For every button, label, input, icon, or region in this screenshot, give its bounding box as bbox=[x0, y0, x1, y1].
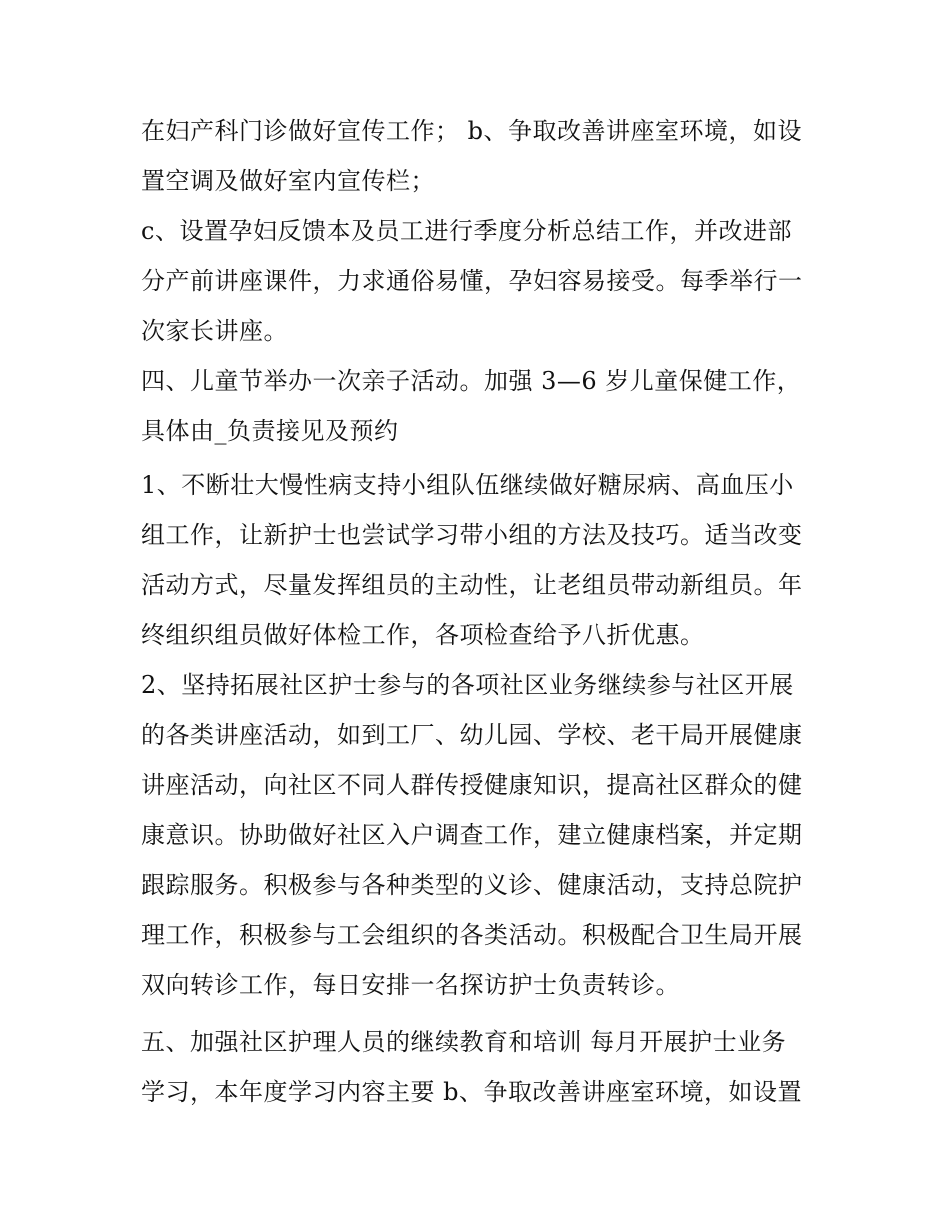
text-line: 讲座活动，向社区不同人群传授健康知识，提高社区群众的健 bbox=[141, 771, 803, 799]
text-line: 置空调及做好室内宣传栏； bbox=[141, 167, 435, 195]
text-line: 五、加强社区护理人员的继续教育和培训 每月开展护士业务 bbox=[141, 1028, 787, 1056]
text-line: 康意识。协助做好社区入户调查工作，建立健康档案，并定期 bbox=[141, 821, 803, 849]
text-line: 终组织组员做好体检工作，各项检查给予八折优惠。 bbox=[141, 621, 705, 649]
text-line: 组工作，让新护士也尝试学习带小组的方法及技巧。适当改变 bbox=[141, 521, 803, 549]
text-line: 双向转诊工作，每日安排一名探访护士负责转诊。 bbox=[141, 971, 680, 999]
text-line: 2、坚持拓展社区护士参与的各项社区业务继续参与社区开展 bbox=[141, 671, 794, 699]
text-line: c、设置孕妇反馈本及员工进行季度分析总结工作，并改进部 bbox=[141, 217, 792, 245]
text-line: 跟踪服务。积极参与各种类型的义诊、健康活动，支持总院护 bbox=[141, 871, 803, 899]
text-line: 分产前讲座课件，力求通俗易懂，孕妇容易接受。每季举行一 bbox=[141, 267, 803, 295]
text-line: 次家长讲座。 bbox=[141, 317, 288, 345]
text-line: 四、儿童节举办一次亲子活动。加强 3—6 岁儿童保健工作， bbox=[141, 367, 802, 395]
text-line: 学习，本年度学习内容主要 b、争取改善讲座室环境，如设置 bbox=[141, 1078, 802, 1106]
text-line: 活动方式，尽量发挥组员的主动性，让老组员带动新组员。年 bbox=[141, 571, 803, 599]
text-line: 理工作，积极参与工会组织的各类活动。积极配合卫生局开展 bbox=[141, 921, 803, 949]
text-line: 的各类讲座活动，如到工厂、幼儿园、学校、老干局开展健康 bbox=[141, 721, 803, 749]
text-line: 具体由_负责接见及预约 bbox=[141, 417, 399, 445]
text-line: 1、不断壮大慢性病支持小组队伍继续做好糖尿病、高血压小 bbox=[141, 471, 794, 499]
text-line: 在妇产科门诊做好宣传工作； b、争取改善讲座室环境，如设 bbox=[141, 117, 802, 145]
